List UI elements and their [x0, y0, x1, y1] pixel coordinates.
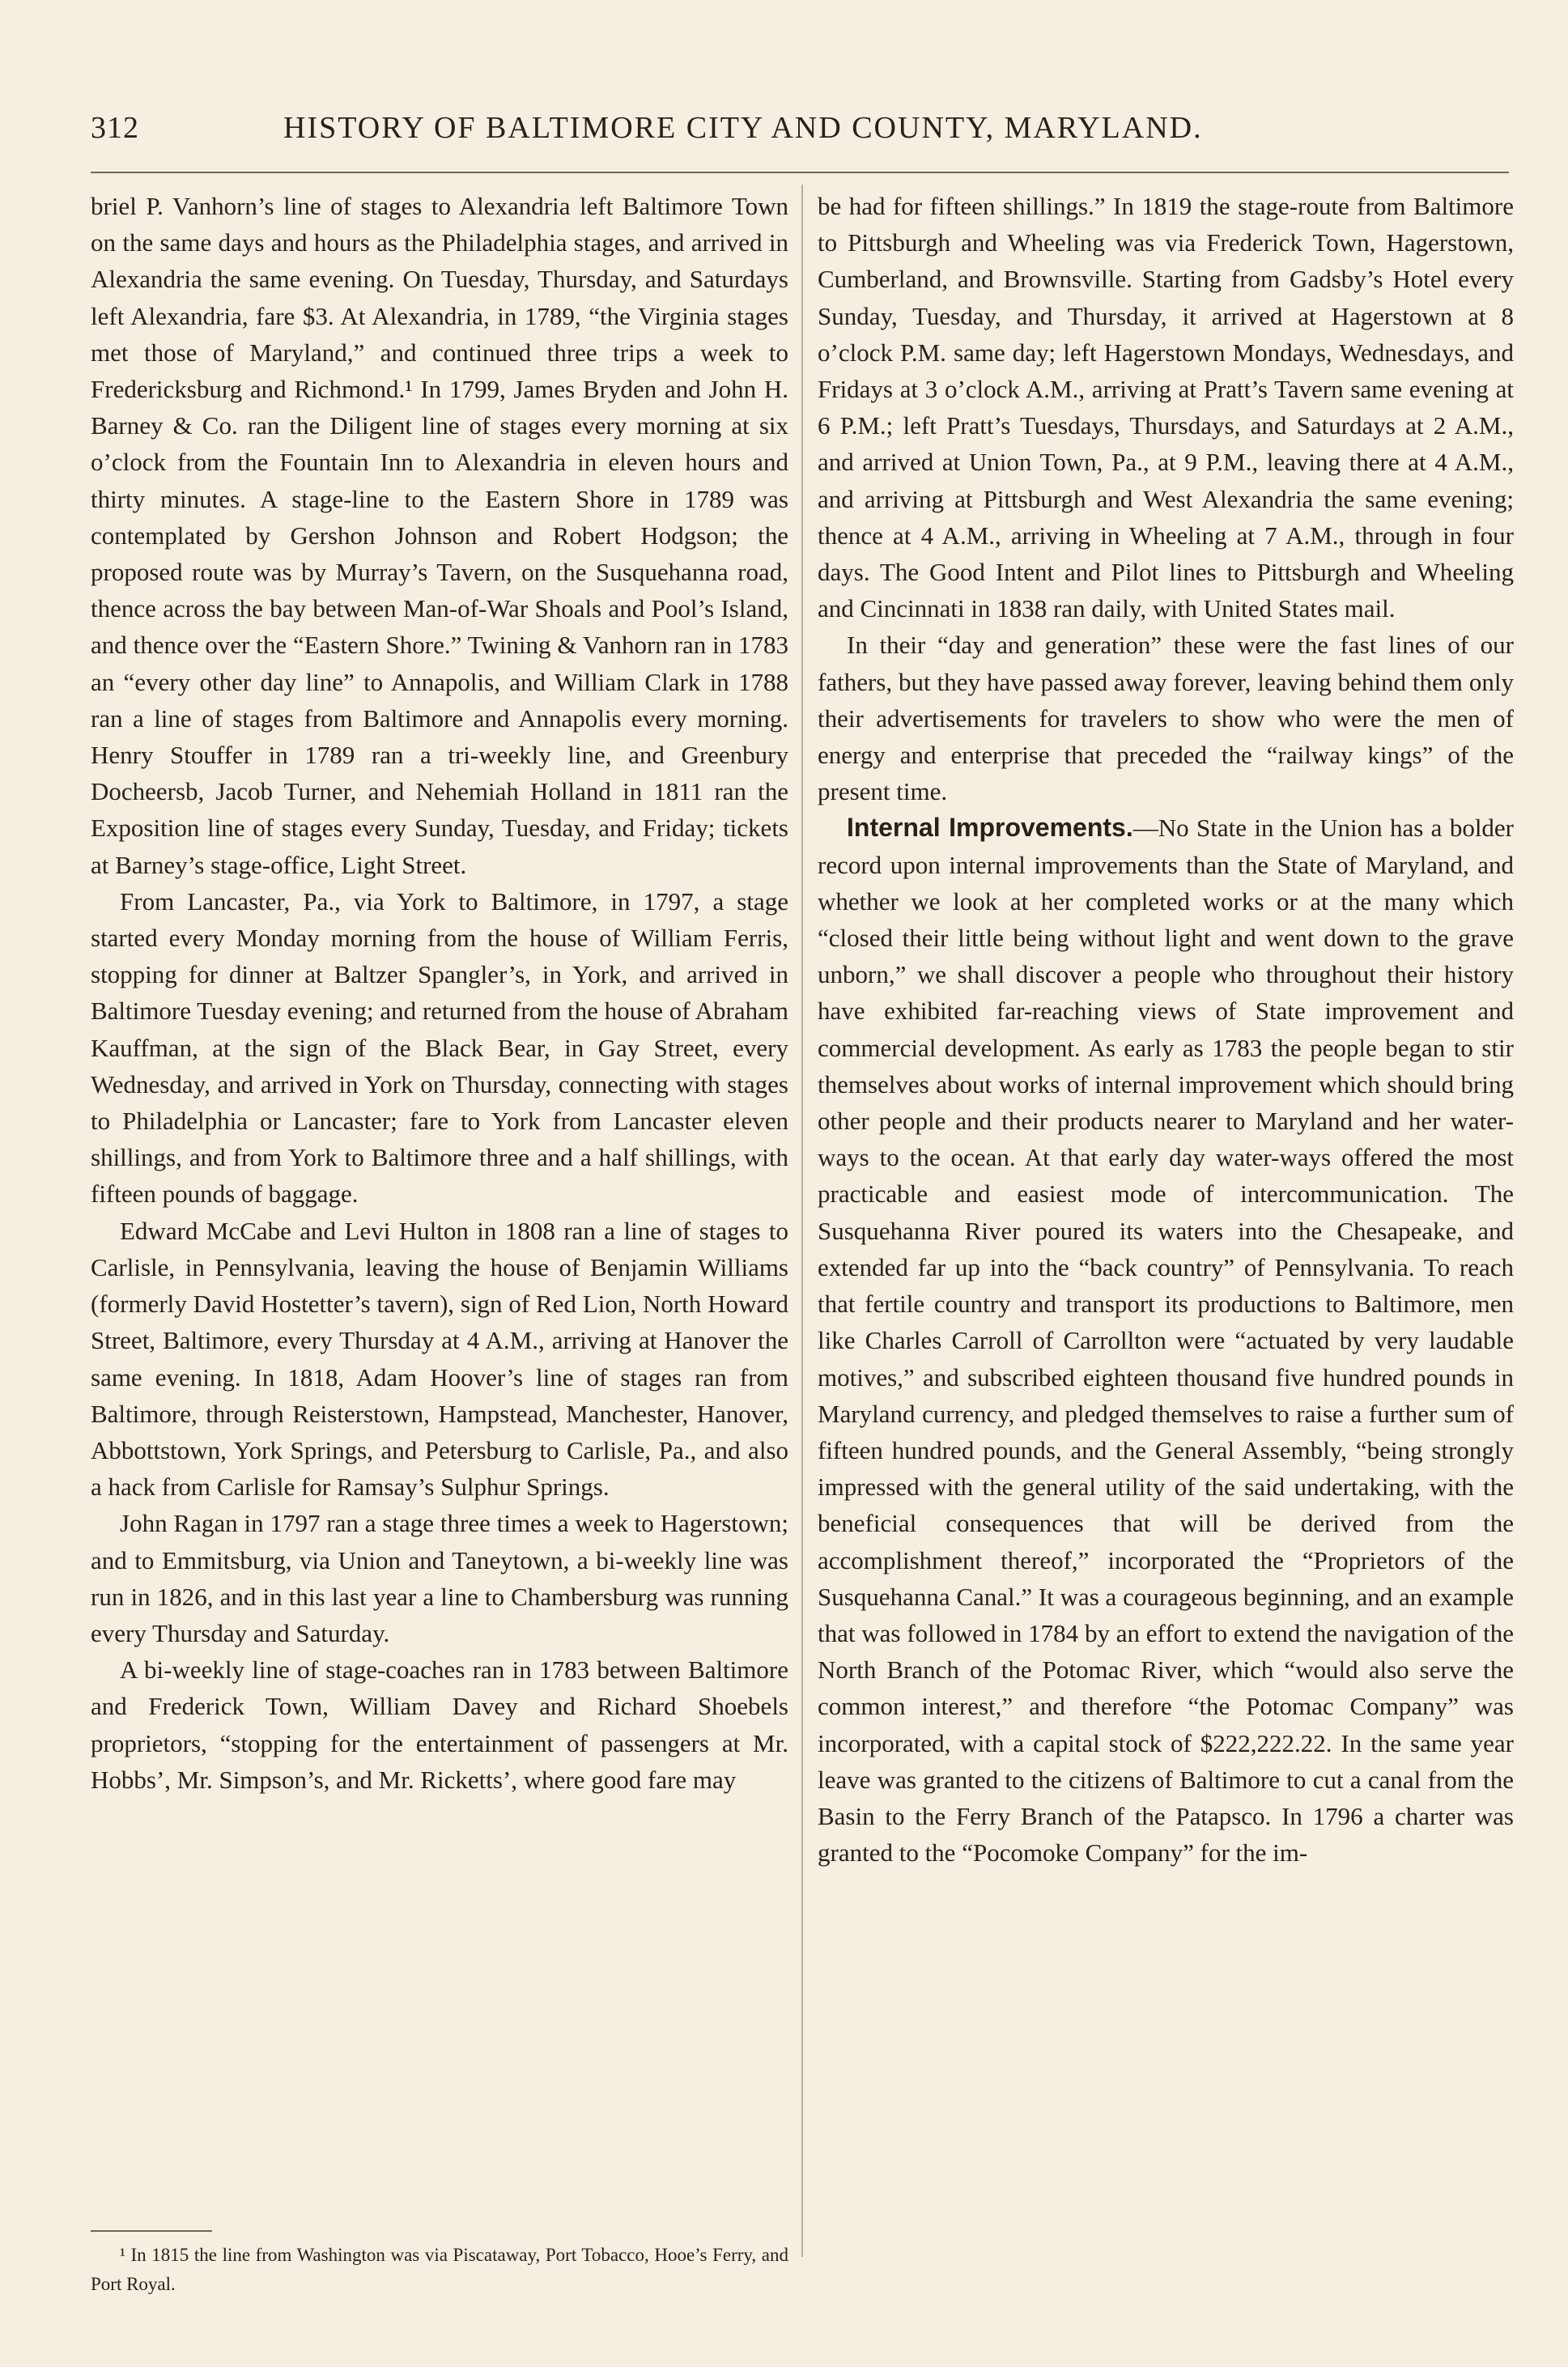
paragraph: Edward McCabe and Levi Hulton in 1808 ran a line of stages to Carlisle, in Pennsylvania, leaving the house of Benjamin Williams (formerly David Hostetter’s tavern), sign of Red Lion, North Howard Street, Baltimore, every Thursday at 4 A.M., arriving at Hanover the same evening. In 1818, Adam Hoover’s line of stages ran from Baltimore, through Reisterstown, Hampstead, Manchester, Hanover, Abbottstown, York Springs, and Petersburg to Carlisle, Pa., and also a hack from Carlisle for Ramsay’s Sulphur Springs. [91, 1216, 788, 1502]
paragraph: be had for fifteen shillings.” In 1819 the stage-route from Baltimore to Pittsburgh and Wheeling was via Frederick Town, Hagerstown, Cumberland, and Brownsville. Starting from Gadsby’s Hotel every Sunday, Tuesday, and Thursday, it arrived at Hagerstown at 8 o’clock P.M. same day; left Hagerstown Mondays, Wednesdays, and Fridays at 3 o’clock A.M., arriving at Pratt’s Tavern same evening at 6 P.M.; left Pratt’s Tuesdays, Thursdays, and Saturdays at 2 A.M., and arrived at Union Town, Pa., at 9 P.M., leaving there at 4 A.M., and arriving at Pittsburgh and West Alexandria the same evening; thence at 4 A.M., arriving in Wheeling at 7 A.M., through in four days. The Good Intent and Pilot lines to Pittsburgh and Wheeling and Cincinnati in 1838 ran daily, with United States mail. [818, 192, 1514, 623]
page-number: 312 [91, 111, 139, 145]
section-heading: Internal Improvements. [847, 813, 1133, 843]
header-rule [91, 172, 1509, 173]
section-text: —No State in the Union has a bolder record upon internal improvements than the State of Maryland, and whether we look at her completed works or at the many which “closed their little being without light and went down to the grave unborn,” we shall discover a people who throughout their history have exhibited far-reaching views of State improvement and commercial development. As early as 1783 the people began to stir themselves about works of internal improvement which should bring other people and their products nearer to Maryland and her water-ways to the ocean. At that early day water-ways offered the most practicable and easiest mode of intercommunication. The Susquehanna River poured its waters into the Chesapeake, and extended far up into the “back country” of Pennsylvania. To reach that fertile country and transport its productions to Baltimore, men like Charles Carroll of Carrollton were “actuated by very laudable motives,” and subscribed eighteen thousand five hundred pounds in Maryland currency, and pledged themselves to raise a further sum of fifteen hundred pounds, and the General Assembly, “being strongly impressed with the general utility of the said undertaking, with the beneficial consequences that will be derived from the accomplishment thereof,” incorporated the “Proprietors of the Susquehanna Canal.” It was a courageous beginning, and an example that was followed in 1784 by an effort to extend the navigation of the North Branch of the Potomac River, which “would also serve the common interest,” and therefore “the Potomac Company” was incorporated, with a capital stock of $222,222.22. In the same year leave was granted to the citizens of Baltimore to cut a canal from the Basin to the Ferry Branch of the Patapsco. In 1796 a charter was granted to the “Pocomoke Company” for the im- [818, 814, 1515, 1868]
footnote-rule [91, 2230, 212, 2232]
column-divider [801, 185, 803, 2257]
footnote: ¹ In 1815 the line from Washington was via Piscataway, Port Tobacco, Hooe’s Ferry, and Port Royal. [91, 2245, 788, 2294]
section-paragraph [818, 810, 1514, 1871]
paragraph: In their “day and generation” these were the fast lines of our fathers, but they have passed away forever, leaving behind them only their advertisements for travelers to show who were the men of energy and enterprise that preceded the “railway kings” of the present time. [818, 631, 1514, 806]
paragraph: briel P. Vanhorn’s line of stages to Alexandria left Baltimore Town on the same days and hours as the Philadelphia stages, and arrived in Alexandria the same evening. On Tuesday, Thursday, and Saturdays left Alexandria, fare $3. At Alexandria, in 1789, “the Virginia stages met those of Maryland,” and continued three trips a week to Fredericksburg and Richmond.¹ In 1799, James Bryden and John H. Barney & Co. ran the Diligent line of stages every morning at six o’clock from the Fountain Inn to Alexandria in eleven hours and thirty minutes. A stage-line to the Eastern Shore in 1789 was contemplated by Gershon Johnson and Robert Hodgson; the proposed route was by Murray’s Tavern, on the Susquehanna road, thence across the bay between Man-of-War Shoals and Pool’s Island, and thence over the “Eastern Shore.” Twining & Vanhorn ran in 1783 an “every other day line” to Annapolis, and William Clark in 1788 ran a line of stages from Baltimore and Annapolis every morning. Henry Stouffer in 1789 ran a tri-weekly line, and Greenbury Docheersb, Jacob Turner, and Nehemiah Holland in 1811 ran the Exposition line of stages every Sunday, Tuesday, and Friday; tickets at Barney’s stage-office, Light Street. [91, 192, 788, 879]
paragraph: From Lancaster, Pa., via York to Baltimore, in 1797, a stage started every Monday morning from the house of William Ferris, stopping for dinner at Baltzer Spangler’s, in York, and arrived in Baltimore Tuesday evening; and returned from the house of Abraham Kauffman, at the sign of the Black Bear, in Gay Street, every Wednesday, and arrived in York on Thursday, connecting with stages to Philadelphia or Lancaster; fare to York from Lancaster eleven shillings, and from York to Baltimore three and a half shillings, with fifteen pounds of baggage. [91, 886, 788, 1209]
paragraph: John Ragan in 1797 ran a stage three times a week to Hagerstown; and to Emmitsburg, via Union and Taneytown, a bi-weekly line was run in 1826, and in this last year a line to Chambersburg was running every Thursday and Saturday. [91, 1509, 788, 1647]
left-column [91, 188, 788, 1798]
right-column [818, 188, 1514, 1871]
running-title: HISTORY OF BALTIMORE CITY AND COUNTY, MARYLAND. [283, 111, 1203, 145]
running-head [0, 104, 1568, 152]
paragraph: A bi-weekly line of stage-coaches ran in 1783 between Baltimore and Frederick Town, William Davey and Richard Shoebels proprietors, “stopping for the entertainment of passengers at Mr. Hobbs’, Mr. Simpson’s, and Mr. Ricketts’, where good fare may [91, 1655, 788, 1794]
